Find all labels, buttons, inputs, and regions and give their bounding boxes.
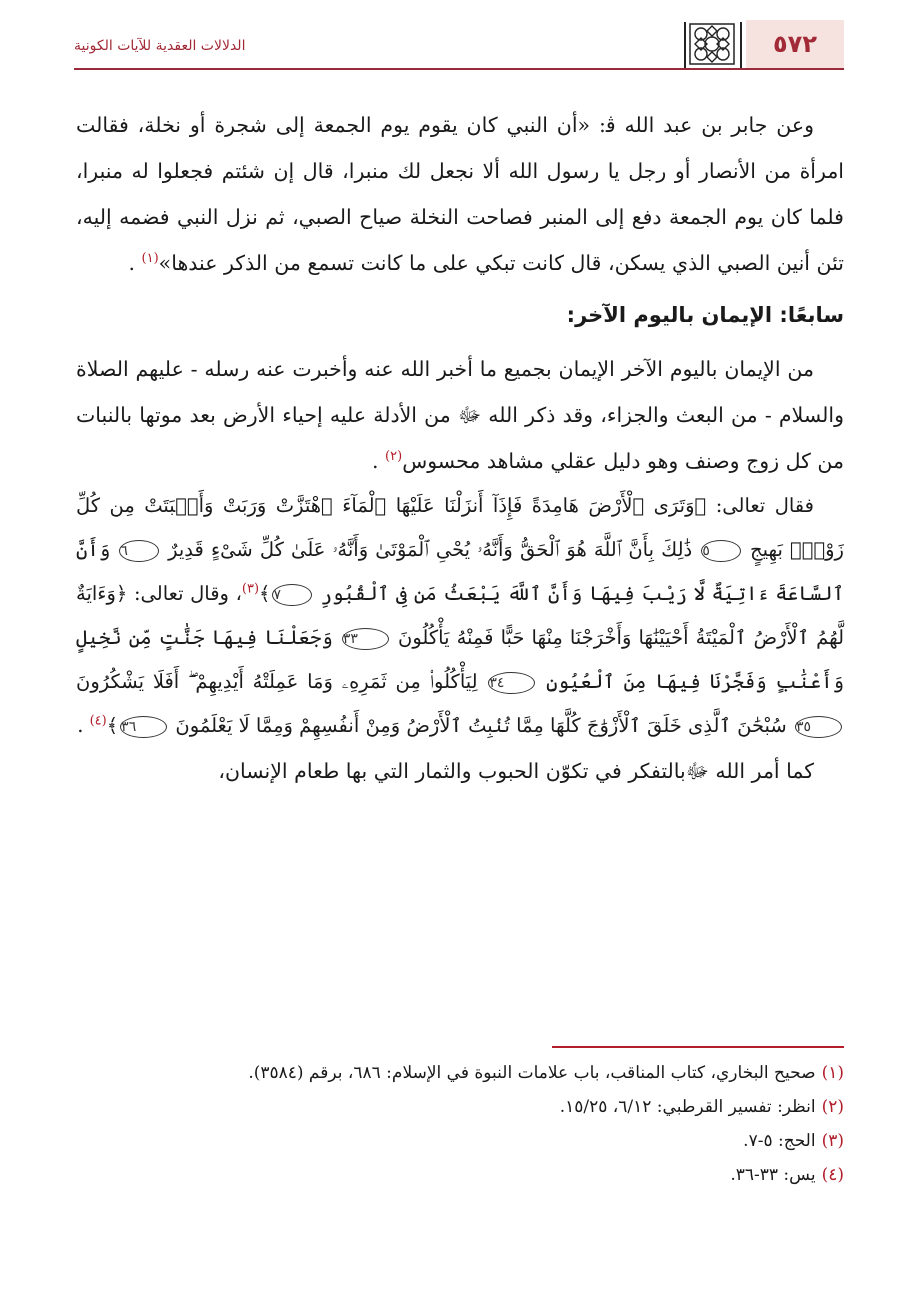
footnote-ref[interactable]: (٣) <box>241 581 260 597</box>
paragraph-last-day: من الإيمان باليوم الآخر الإيمان بجميع ما أخبر الله عنه وأخبرت عنه رسله - عليهم الصلاة والسلام - من البعث والجزاء، وقد ذكر الله ﷻ من الأدلة عليه إحياء الأرض بعد موتها بالنبات من كل زوج وصنف وهو دليل عقلي مشاهد محسوس$^{(٢)}$ . <box>76 357 844 473</box>
footnote-item: (٤)يس: ٣٣-٣٦. <box>730 1165 844 1185</box>
footnote-ref[interactable]: (١) <box>141 251 159 267</box>
footnote-ref[interactable]: (٤) <box>89 713 107 729</box>
ayah-marker: ٣٦ <box>120 716 167 738</box>
page-number: ٥٧٢ <box>746 20 844 68</box>
paragraph-hadith: وعن جابر بن عبد الله ﭬ: «أن النبي كان يقوم يوم الجمعة إلى شجرة أو نخلة، فقالت امرأة من الأنصار أو رجل يا رسول الله ألا نجعل لك منبرا، قال إن شئتم فجعلوا له منبرا، فلما كان يوم الجمعة دفع إلى المنبر فصاحت النخلة صياح الصبي، ثم نزل النبي فضمه إليه، تئن أنين الصبي الذي يسكن، قال كانت تبكي على ما كانت تسمع من الذكر عندها»$^{(١)}$ . <box>76 113 844 275</box>
ayah-marker: ٧ <box>272 584 312 606</box>
ornament-divider <box>740 22 742 68</box>
ayah-marker: ٥ <box>701 540 741 562</box>
quran-verses: فقال تعالى: ﴿وَتَرَى ٱلْأَرْضَ هَامِدَةً فَإِذَآ أَنزَلْنَا عَلَيْهَا ٱلْمَآءَ ٱهْتَزَّتْ وَرَبَتْ وَأَنۢبَتَتْ مِن كُلِّ زَوْجٍۭ بَهِيجٍ ٥ ذَٰلِكَ بِأَنَّ ٱللَّهَ هُوَ ٱلْحَقُّ وَأَنَّهُۥ يُحْىِ ٱلْمَوْتَىٰ وَأَنَّهُۥ عَلَىٰ كُلِّ شَىْءٍ قَدِيرٌ ٦ وَأَنَّ ٱلسَّاعَةَ ءَاتِيَةٌ لَّا رَيْبَ فِيهَا وَأَنَّ ٱللَّهَ يَبْعَثُ مَن فِى ٱلْقُبُورِ ٧﴾$^{(٣)}$، وقال تعالى: ﴿وَءَايَةٌ لَّهُمُ ٱلْأَرْضُ ٱلْمَيْتَةُ أَحْيَيْنَٰهَا وَأَخْرَجْنَا مِنْهَا حَبًّا فَمِنْهُ يَأْكُلُونَ ٣٣ وَجَعَلْنَا فِيهَا جَنَّٰتٍ مِّن نَّخِيلٍ وَأَعْنَٰبٍ وَفَجَّرْنَا فِيهَا مِنَ ٱلْعُيُونِ ٣٤ لِيَأْكُلُوا۟ مِن ثَمَرِهِۦ وَمَا عَمِلَتْهُ أَيْدِيهِمْ ۖ أَفَلَا يَشْكُرُونَ ٣٥ سُبْحَٰنَ ٱلَّذِى خَلَقَ ٱلْأَزْوَٰجَ كُلَّهَا مِمَّا تُنۢبِتُ ٱلْأَرْضُ وَمِنْ أَنفُسِهِمْ وَمِمَّا لَا يَعْلَمُونَ ٣٦﴾$^{(٤)}$ . <box>76 494 845 737</box>
paragraph-reflection: كما أمر الله ﷻبالتفكر في تكوّن الحبوب والثمار التي بها طعام الإنسان، <box>218 759 814 783</box>
running-title: الدلالات العقدية للآيات الكونية <box>74 38 246 54</box>
header-rule <box>74 68 844 70</box>
section-heading: سابعًا: الإيمان باليوم الآخر: <box>566 303 844 327</box>
ayah-marker: ٦ <box>119 540 159 562</box>
ayah-marker: ٣٥ <box>795 716 842 738</box>
footnote-ref[interactable]: (٢) <box>385 449 403 465</box>
ayah-marker: ٣٣ <box>342 628 389 650</box>
footnote-item: (٢)انظر: تفسير القرطبي: ٦/١٢، ١٥/٢٥. <box>559 1097 844 1117</box>
page-body <box>76 102 844 794</box>
page-header <box>0 0 921 92</box>
footnote-separator <box>552 1046 844 1048</box>
footnote-item: (١)صحيح البخاري، كتاب المناقب، باب علامات النبوة في الإسلام: ٦٨٦، برقم (٣٥٨٤). <box>248 1063 844 1083</box>
ornament-icon <box>686 22 738 66</box>
footnotes <box>76 1056 844 1192</box>
ayah-marker: ٣٤ <box>488 672 535 694</box>
footnote-item: (٣)الحج: ٥-٧. <box>743 1131 844 1151</box>
